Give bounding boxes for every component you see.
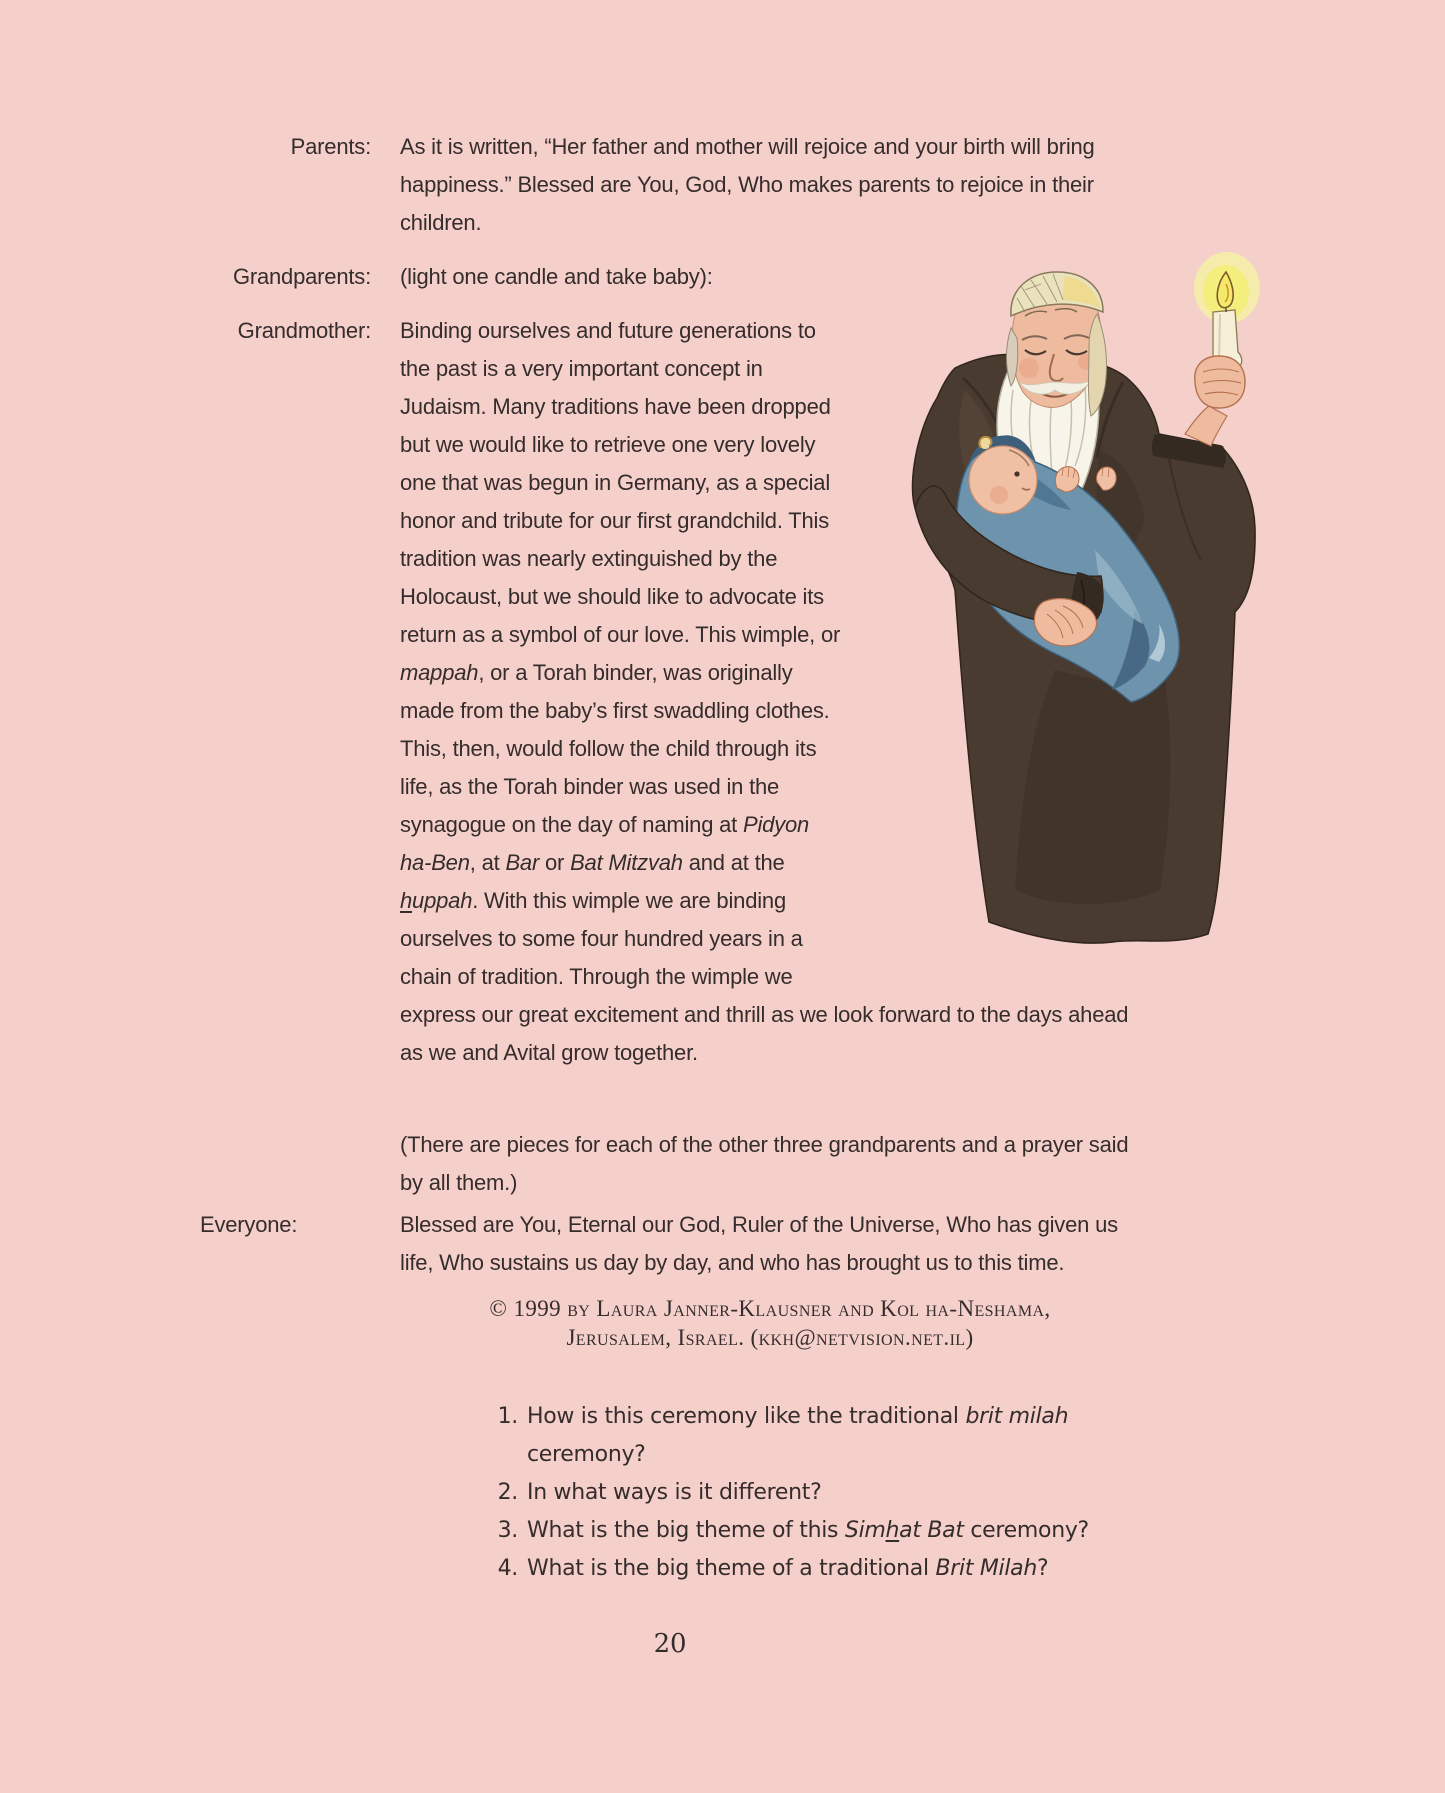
text-run: and at the: [682, 850, 785, 875]
everyone-label: Everyone:: [200, 1212, 298, 1237]
text-run: ceremony?: [963, 1518, 1089, 1543]
text-run: ?: [1037, 1556, 1049, 1581]
text-run: or: [539, 850, 571, 875]
discussion-questions: [488, 1398, 1168, 1588]
term-brit-milah: brit milah: [965, 1404, 1069, 1429]
aside-text: (There are pieces for each of the other three grandparents and a prayer said by all them.): [400, 1132, 1129, 1195]
text-run: ceremony?: [527, 1442, 646, 1467]
copyright-line-1: © 1999 by Laura Janner-Klausner and Kol ha-Neshama,: [489, 1296, 1051, 1321]
question-text: [527, 1550, 1142, 1588]
grandparents-text: (light one candle and take baby):: [400, 264, 713, 289]
term-bat-mitzvah: Bat Mitzvah: [570, 850, 683, 875]
baby-eye: [1014, 471, 1019, 476]
question-number: 2.: [497, 1480, 518, 1505]
grandmother-label: Grandmother:: [237, 318, 371, 343]
copyright-credit: [400, 1294, 1140, 1352]
copyright-line-2: Jerusalem, Israel. (kkh@netvision.net.il): [566, 1325, 974, 1350]
text-run: . With this wimple we are binding ourselves to some four hundred years in a chain of tradition. Through the wimple we express our great excitement and thrill as we look forward to the days ahead as we and Avital grow together.: [400, 888, 1129, 1065]
grandfather-baby-candle-illustration: [857, 312, 1140, 962]
everyone-text: Blessed are You, Eternal our God, Ruler of the Universe, Who has given us life, Who sustains us day by day, and who has brought us to this time.: [400, 1212, 1118, 1275]
term-huppah: uppah: [412, 888, 473, 913]
question-item: [488, 1550, 1168, 1588]
question-number: 3.: [497, 1518, 518, 1543]
question-text: [527, 1398, 1142, 1474]
everyone-row: [200, 1206, 1140, 1282]
baby-head: [969, 446, 1037, 514]
text-run: Binding ourselves and future generations to the past is a very important concept in Judaism. Many traditions have been dropped but we would like to retrieve one very lovely one that was begun in Germany, as a special honor and tribute for our first grandchild. This tradition was nearly extinguished by the Holocaust, but we should like to advocate its return as a symbol of our love. This wimple, or: [400, 318, 841, 647]
term-simhat-bat: Sim: [844, 1518, 886, 1543]
question-text: [527, 1474, 1142, 1512]
term-bar: Bar: [505, 850, 540, 875]
parents-row: [200, 128, 1140, 242]
aside-row: [200, 1126, 1140, 1202]
term-simhat-bat: at Bat: [899, 1518, 964, 1543]
term-brit-milah: Brit Milah: [935, 1556, 1038, 1581]
question-item: [488, 1398, 1168, 1474]
text-run: What is the big theme of this: [527, 1518, 845, 1543]
baby-hand: [1055, 467, 1079, 492]
aside-label-spacer: [200, 1126, 400, 1202]
page-number: 20: [653, 1629, 687, 1659]
text-run: In what ways is it different?: [527, 1480, 822, 1505]
baby-blush: [990, 486, 1008, 504]
candle-shading: [1219, 314, 1220, 362]
text-run: What is the big theme of a traditional: [527, 1556, 936, 1581]
text-run: , or a Torah binder, was originally made from the baby’s first swaddling clothes. This, then, would follow the child through its life, as the Torah binder was used in the synagogue on the day of naming at: [400, 660, 830, 837]
text-run: , at: [469, 850, 506, 875]
grandmother-row: [200, 312, 1140, 1072]
question-text: [527, 1512, 1142, 1550]
grandfather-illustration-svg: [905, 250, 1265, 950]
term-huppah-h: h: [400, 888, 413, 913]
term-simhat-bat-h: h: [885, 1518, 900, 1543]
grandparents-label: Grandparents:: [232, 264, 371, 289]
question-item: [488, 1512, 1168, 1550]
question-number: 4.: [497, 1556, 518, 1581]
cheek-blush: [1019, 358, 1039, 378]
text-run: How is this ceremony like the traditional: [527, 1404, 966, 1429]
term-pidyon-ha-ben: Pidyon ha-Ben: [400, 812, 810, 875]
term-mappah: mappah: [400, 660, 479, 685]
question-item: [488, 1474, 1168, 1512]
parents-text: As it is written, “Her father and mother will rejoice and your birth will bring happiness.” Blessed are You, God, Who makes parents to rejoice in their children.: [400, 134, 1095, 235]
question-number: 1.: [497, 1404, 518, 1429]
page-content: [200, 0, 1140, 1793]
parents-label: Parents:: [290, 134, 371, 159]
grandmother-text: [400, 312, 1140, 1072]
